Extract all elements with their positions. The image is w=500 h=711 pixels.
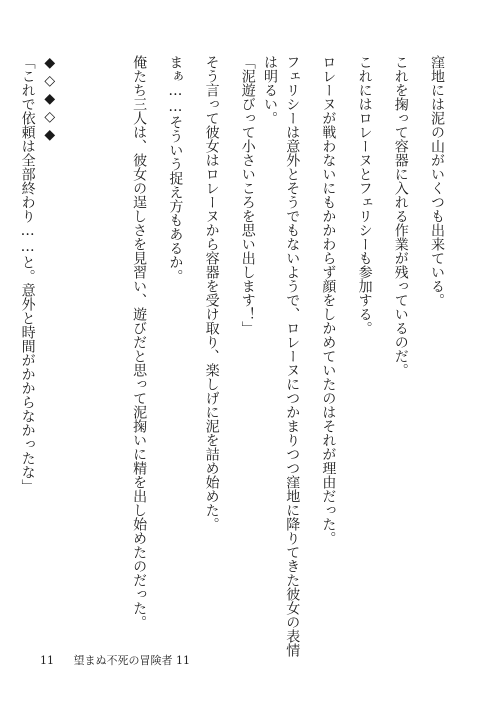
text-line <box>0 55 16 665</box>
text-line: これにはロレーヌとフェリシーも参加する。 <box>356 55 373 335</box>
book-title: 望まぬ不死の冒険者 11 <box>73 654 190 667</box>
section-break-marker: ◆◇◆◇◆ <box>41 55 58 145</box>
text-line: ロレーヌが戦わないにもかかわらず顔をしかめていたのはそれが理由だった。 <box>320 55 337 545</box>
dialogue-line: 「泥遊びって小さいころを思い出します！」 <box>239 55 256 335</box>
text-line: は明るい。 <box>261 55 278 125</box>
dialogue-line: 「これで依頼は全部終わり……と。意外と時間がかからなかったな」 <box>19 55 36 493</box>
text-line: 俺たち三人は、彼女の逞しさを見習い、遊びだと思って泥掬いに精を出し始めたのだった。 <box>131 55 148 629</box>
text-line: そう言って彼女はロレーヌから容器を受け取り、楽しげに泥を詰め始めた。 <box>203 55 220 531</box>
text-line: フェリシーは意外とそうでもないようで、ロレーヌにつかまりつつ窪地に降りてきた彼女の表情 <box>284 55 301 657</box>
text-line: これを掬って容器に入れる作業が残っているのだ。 <box>392 55 409 377</box>
page-footer <box>40 655 190 667</box>
page-number: 11 <box>40 654 54 667</box>
text-line: まぁ……そういう捉え方もあるか。 <box>167 55 184 283</box>
text-line: 窪地には泥の山がいくつも出来ている。 <box>429 55 445 307</box>
vertical-text-body <box>19 55 462 665</box>
